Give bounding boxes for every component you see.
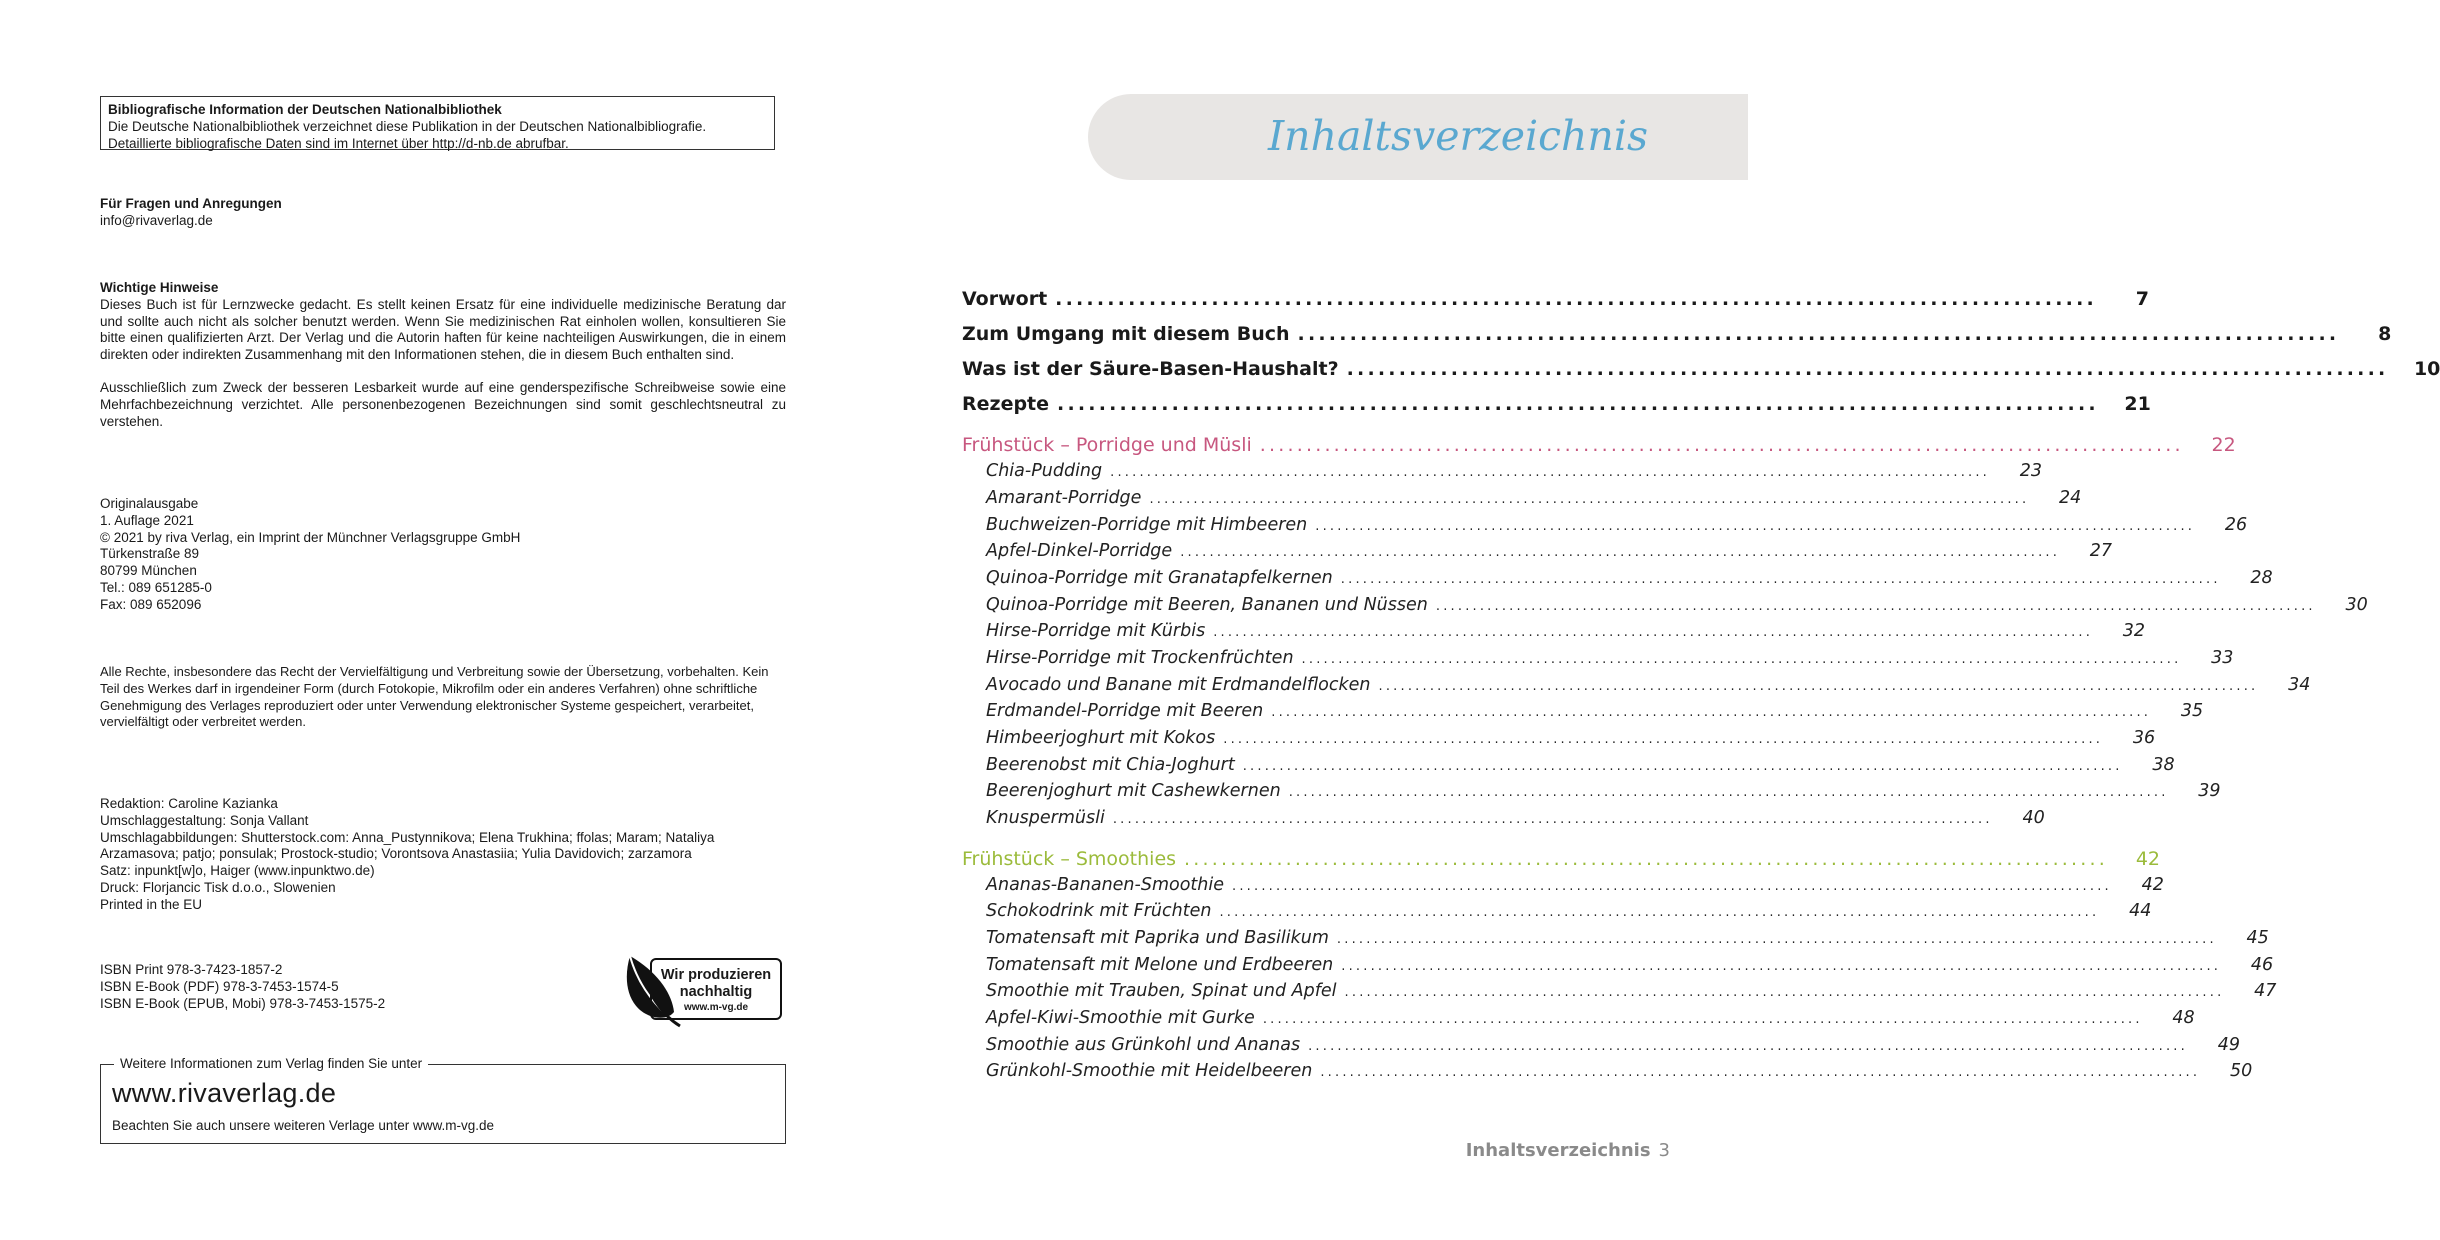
toc-leader: ........................................................................................................................ xyxy=(1223,732,2104,747)
toc-subentry-page: 33 xyxy=(2211,648,2234,668)
toc-subentry-label: Knuspermüsli xyxy=(986,808,1105,828)
toc-subentry-label: Smoothie aus Grünkohl und Ananas xyxy=(986,1035,1301,1055)
toc-subentry-label: Beerenobst mit Chia-Joghurt xyxy=(986,755,1235,775)
credit-line: Druck: Florjancic Tisk d.o.o., Slowenien xyxy=(100,879,336,895)
publisher-website-link[interactable]: www.rivaverlag.de xyxy=(112,1078,337,1108)
toc-leader: ........................................................................................................................ xyxy=(1213,625,2094,640)
notes-block xyxy=(100,280,786,430)
edition-line: 80799 München xyxy=(100,563,197,579)
toc-leader: .................................................................................................... xyxy=(1297,323,2340,345)
notes-paragraph: Dieses Buch ist für Lernzwecke gedacht. Es stellt keinen Ersatz für eine individuelle medizinische Beratung dar und sollte auch nicht als solcher benutzt werden. Wenn Sie medizinischen Rat einholen wollen, konsultieren Sie bitte einen qualifizierten Arzt. Der Verlag und die Autorin haften für keine nachteiligen Auswirkungen, die in einem direkten oder indirekten Zusammenhang mit den Informationen stehen, die in diesem Buch enthalten sind. xyxy=(100,296,786,363)
toc-leader: ........................................................................................................................ xyxy=(1341,959,2222,974)
toc-subentry[interactable] xyxy=(962,461,2043,489)
toc-subentry-label: Ananas-Bananen-Smoothie xyxy=(986,875,1224,895)
toc-entry[interactable] xyxy=(962,358,2440,386)
toc-entry-label: Was ist der Säure-Basen-Haushalt? xyxy=(962,358,1339,380)
toc-leader: ........................................................................................................................ xyxy=(1149,492,2030,507)
toc-subentry-page: 30 xyxy=(2345,595,2368,615)
toc-leader: ........................................................................................................................ xyxy=(1336,932,2217,947)
toc-subentry[interactable] xyxy=(962,901,2152,929)
toc-entry-page: 21 xyxy=(2124,393,2151,415)
toc-subentry-page: 38 xyxy=(2152,755,2175,775)
toc-leader: ........................................................................................................................ xyxy=(1344,985,2225,1000)
toc-leader: ........................................................................................................................ xyxy=(1112,812,1993,827)
toc-subentry-page: 44 xyxy=(2129,901,2152,921)
toc-section-page: 22 xyxy=(2211,434,2236,456)
toc-leader: ........................................................................................................................ xyxy=(1180,545,2061,560)
edition-line: Fax: 089 652096 xyxy=(100,596,202,612)
toc-page xyxy=(874,0,2440,1240)
toc-subentry[interactable] xyxy=(962,675,2311,703)
toc-leader: ........................................................................................................................ xyxy=(1320,1065,2201,1080)
toc-subentry-page: 35 xyxy=(2180,701,2204,721)
biblio-line: Detaillierte bibliografische Daten sind im Internet über http://d-nb.de abrufbar. xyxy=(108,135,569,151)
credit-line: Printed in the EU xyxy=(100,896,203,912)
toc-leader: ........................................................................................................................ xyxy=(1219,905,2100,920)
toc-leader: ........................................................................................................................ xyxy=(1242,759,2123,774)
toc-leader: .................................................................................................... xyxy=(1346,358,2389,380)
toc-entry[interactable] xyxy=(962,323,2392,351)
toc-subentry-label: Chia-Pudding xyxy=(986,461,1103,481)
contact-block xyxy=(100,196,786,230)
edition-block xyxy=(100,496,786,614)
toc-subentry-page: 39 xyxy=(2198,781,2221,801)
credit-line: Redaktion: Caroline Kazianka xyxy=(100,796,278,811)
page-number: 3 xyxy=(1658,1140,1670,1161)
toc-subentry-page: 24 xyxy=(2059,488,2082,508)
toc-leader: .................................................................................................... xyxy=(1184,848,2109,870)
toc-subentry[interactable] xyxy=(962,781,2221,809)
toc-leader: ........................................................................................................................ xyxy=(1340,572,2221,587)
biblio-heading: Bibliografische Information der Deutschen Nationalbibliothek xyxy=(108,102,502,117)
toc-entry[interactable] xyxy=(962,393,2151,421)
toc-entry[interactable] xyxy=(962,288,2149,316)
toc-subentry-page: 48 xyxy=(2172,1008,2195,1028)
toc-subentry[interactable] xyxy=(962,1035,2240,1063)
contact-heading: Für Fragen und Anregungen xyxy=(100,196,282,211)
toc-subentry-page: 42 xyxy=(2141,875,2164,895)
toc-leader: ........................................................................................................................ xyxy=(1308,1039,2188,1054)
toc-subentry-label: Schokodrink mit Früchten xyxy=(986,901,1212,921)
notes-heading: Wichtige Hinweise xyxy=(100,280,219,295)
toc-entry-page: 8 xyxy=(2378,323,2392,345)
badge-url: www.m-vg.de xyxy=(683,1002,749,1013)
credits-block xyxy=(100,796,786,914)
toc-subentry-label: Tomatensaft mit Melone und Erdbeeren xyxy=(986,955,1334,975)
badge-line: nachhaltig xyxy=(679,984,753,1000)
isbn-line: ISBN E-Book (PDF) 978-3-7453-1574-5 xyxy=(100,978,339,994)
badge-label xyxy=(650,958,782,1020)
toc-subentry[interactable] xyxy=(962,541,2113,569)
toc-subentry-label: Quinoa-Porridge mit Beeren, Bananen und Nüssen xyxy=(986,595,1428,615)
contact-email[interactable]: info@rivaverlag.de xyxy=(100,212,213,228)
toc-subentry[interactable] xyxy=(962,701,2204,729)
page-footer xyxy=(1466,1140,1670,1161)
toc-subentry-page: 40 xyxy=(2022,808,2045,828)
toc-subentry[interactable] xyxy=(962,488,2082,516)
toc-subentry[interactable] xyxy=(962,928,2269,956)
page-title: Inhaltsverzeichnis xyxy=(1267,112,1648,160)
toc-leader: .................................................................................................... xyxy=(1055,288,2097,310)
biblio-line: Die Deutsche Nationalbibliothek verzeichnet diese Publikation in der Deutschen Nationalbibliografie. xyxy=(108,118,707,134)
toc-section-page: 42 xyxy=(2135,848,2161,870)
rights-block xyxy=(100,664,780,731)
toc-subentry[interactable] xyxy=(962,808,2045,836)
toc-subentry-page: 45 xyxy=(2246,928,2269,948)
toc-subentry-page: 46 xyxy=(2250,955,2274,975)
toc-entry-label: Rezepte xyxy=(962,393,1050,415)
edition-line: © 2021 by riva Verlag, ein Imprint der Münchner Verlagsgruppe GmbH xyxy=(100,529,521,545)
toc-subentry[interactable] xyxy=(962,728,2156,756)
toc-subentry-page: 50 xyxy=(2229,1061,2253,1081)
toc-entry-label: Vorwort xyxy=(962,288,1048,310)
toc-subentry-label: Hirse-Porridge mit Kürbis xyxy=(986,621,1206,641)
toc-subentry[interactable] xyxy=(962,515,2248,543)
toc-subentry[interactable] xyxy=(962,955,2274,983)
toc-leader: ........................................................................................................................ xyxy=(1315,519,2196,534)
toc-leader: ........................................................................................................................ xyxy=(1271,705,2152,720)
toc-subentry[interactable] xyxy=(962,648,2234,676)
toc-subentry-label: Avocado und Banane mit Erdmandelflocken xyxy=(986,675,1371,695)
toc-subentry-page: 34 xyxy=(2288,675,2311,695)
toc-subentry[interactable] xyxy=(962,755,2175,783)
toc-subentry-label: Himbeerjoghurt mit Kokos xyxy=(986,728,1216,748)
notes-paragraph: Ausschließlich zum Zweck der besseren Lesbarkeit wurde auf eine genderspezifische Schreibweise sowie eine Mehrfachbezeichnung verzichtet. Alle personenbezogenen Bezeichnungen sind somit geschlechtsneutral zu verstehen. xyxy=(100,379,786,429)
toc-subentry-page: 27 xyxy=(2089,541,2113,561)
toc-section-label: Frühstück – Porridge und Müsli xyxy=(962,434,1252,456)
toc-subentry[interactable] xyxy=(962,595,2368,623)
toc-subentry-label: Amarant-Porridge xyxy=(986,488,1142,508)
edition-line: Türkenstraße 89 xyxy=(100,546,200,562)
isbn-line: ISBN E-Book (EPUB, Mobi) 978-3-7453-1575-2 xyxy=(100,995,386,1011)
toc-subentry-label: Beerenjoghurt mit Cashewkernen xyxy=(986,781,1281,801)
toc-leader: ........................................................................................................................ xyxy=(1378,679,2259,694)
isbn-line: ISBN Print 978-3-7423-1857-2 xyxy=(100,962,283,977)
imprint-page xyxy=(0,0,874,1240)
info-legend: Weitere Informationen zum Verlag finden Sie unter xyxy=(114,1055,428,1073)
toc-leader: ........................................................................................................................ xyxy=(1262,1012,2143,1027)
badge-line: Wir produzieren xyxy=(660,967,772,983)
sustainability-badge xyxy=(622,954,784,1026)
toc-subentry[interactable] xyxy=(962,1061,2253,1089)
toc-leader: .................................................................................................... xyxy=(1259,434,2184,456)
toc-leader: ........................................................................................................................ xyxy=(1232,879,2112,894)
toc-subentry-page: 47 xyxy=(2254,981,2277,1001)
credit-line: Umschlagabbildungen: Shutterstock.com: Anna_Pustynnikova; Elena Trukhina; ffolas; Maram; Nataliya xyxy=(100,829,715,845)
toc-subentry-page: 26 xyxy=(2224,515,2248,535)
toc-subentry-label: Smoothie mit Trauben, Spinat und Apfel xyxy=(986,981,1337,1001)
toc-leader: ........................................................................................................................ xyxy=(1288,785,2169,800)
toc-entry-page: 10 xyxy=(2413,358,2440,380)
toc-subentry-page: 36 xyxy=(2132,728,2156,748)
toc-subentry[interactable] xyxy=(962,875,2164,903)
toc-subentry-label: Erdmandel-Porridge mit Beeren xyxy=(986,701,1264,721)
toc-subentry-label: Buchweizen-Porridge mit Himbeeren xyxy=(986,515,1308,535)
toc-subentry-label: Quinoa-Porridge mit Granatapfelkernen xyxy=(986,568,1333,588)
toc-entry-label: Zum Umgang mit diesem Buch xyxy=(962,323,1290,345)
isbn-block xyxy=(100,962,580,1012)
toc-subentry[interactable] xyxy=(962,568,2273,596)
toc-subentry-label: Apfel-Kiwi-Smoothie mit Gurke xyxy=(986,1008,1255,1028)
toc-section-smoothies[interactable] xyxy=(962,848,2161,876)
credit-line: Umschlaggestaltung: Sonja Vallant xyxy=(100,812,309,828)
toc-subentry-label: Grünkohl-Smoothie mit Heidelbeeren xyxy=(986,1061,1313,1081)
toc-subentry[interactable] xyxy=(962,621,2146,649)
toc-leader: ........................................................................................................................ xyxy=(1301,652,2182,667)
bibliographic-info-box xyxy=(100,96,775,150)
toc-subentry-label: Tomatensaft mit Paprika und Basilikum xyxy=(986,928,1329,948)
toc-subentry-label: Apfel-Dinkel-Porridge xyxy=(986,541,1173,561)
edition-line: Originalausgabe xyxy=(100,496,199,511)
toc-subentry-page: 28 xyxy=(2250,568,2273,588)
edition-line: Tel.: 089 651285-0 xyxy=(100,579,212,595)
toc-subentry[interactable] xyxy=(962,981,2277,1009)
toc-leader: .................................................................................................... xyxy=(1057,393,2099,415)
toc-subentry-page: 49 xyxy=(2217,1035,2240,1055)
toc-leader: ........................................................................................................................ xyxy=(1435,599,2316,614)
toc-subentry[interactable] xyxy=(962,1008,2195,1036)
toc-subentry-label: Hirse-Porridge mit Trockenfrüchten xyxy=(986,648,1294,668)
credit-line: Satz: inpunkt[w]o, Haiger (www.inpunktwo.de) xyxy=(100,863,375,879)
credit-line: Arzamasova; patjo; ponsulak; Prostock-studio; Vorontsova Anastasiia; Yulia Davidovich; zarzamora xyxy=(100,846,692,862)
toc-section-porridge[interactable] xyxy=(962,434,2236,462)
toc-section-label: Frühstück – Smoothies xyxy=(962,848,1177,870)
footer-label: Inhaltsverzeichnis xyxy=(1465,1140,1651,1161)
publisher-info-box xyxy=(100,1056,786,1144)
info-note: Beachten Sie auch unsere weiteren Verlage unter www.m-vg.de xyxy=(112,1118,494,1133)
toc-subentry-page: 32 xyxy=(2122,621,2146,641)
toc-subentry-page: 23 xyxy=(2019,461,2043,481)
rights-text: Alle Rechte, insbesondere das Recht der Vervielfältigung und Verbreitung sowie der Übersetzung, vorbehalten. Kein Teil des Werkes darf in irgendeiner Form (durch Fotokopie, Mikrofilm oder ein anderes Verfahren) ohne schriftliche Genehmigung des Verlages reproduziert oder unter Verwendung elektronischer Systeme gespeichert, verarbeitet, vervielfältigt oder verbreitet werden. xyxy=(100,664,769,730)
edition-line: 1. Auflage 2021 xyxy=(100,512,194,528)
toc-entry-page: 7 xyxy=(2135,288,2149,310)
toc-leader: ........................................................................................................................ xyxy=(1110,465,1991,480)
